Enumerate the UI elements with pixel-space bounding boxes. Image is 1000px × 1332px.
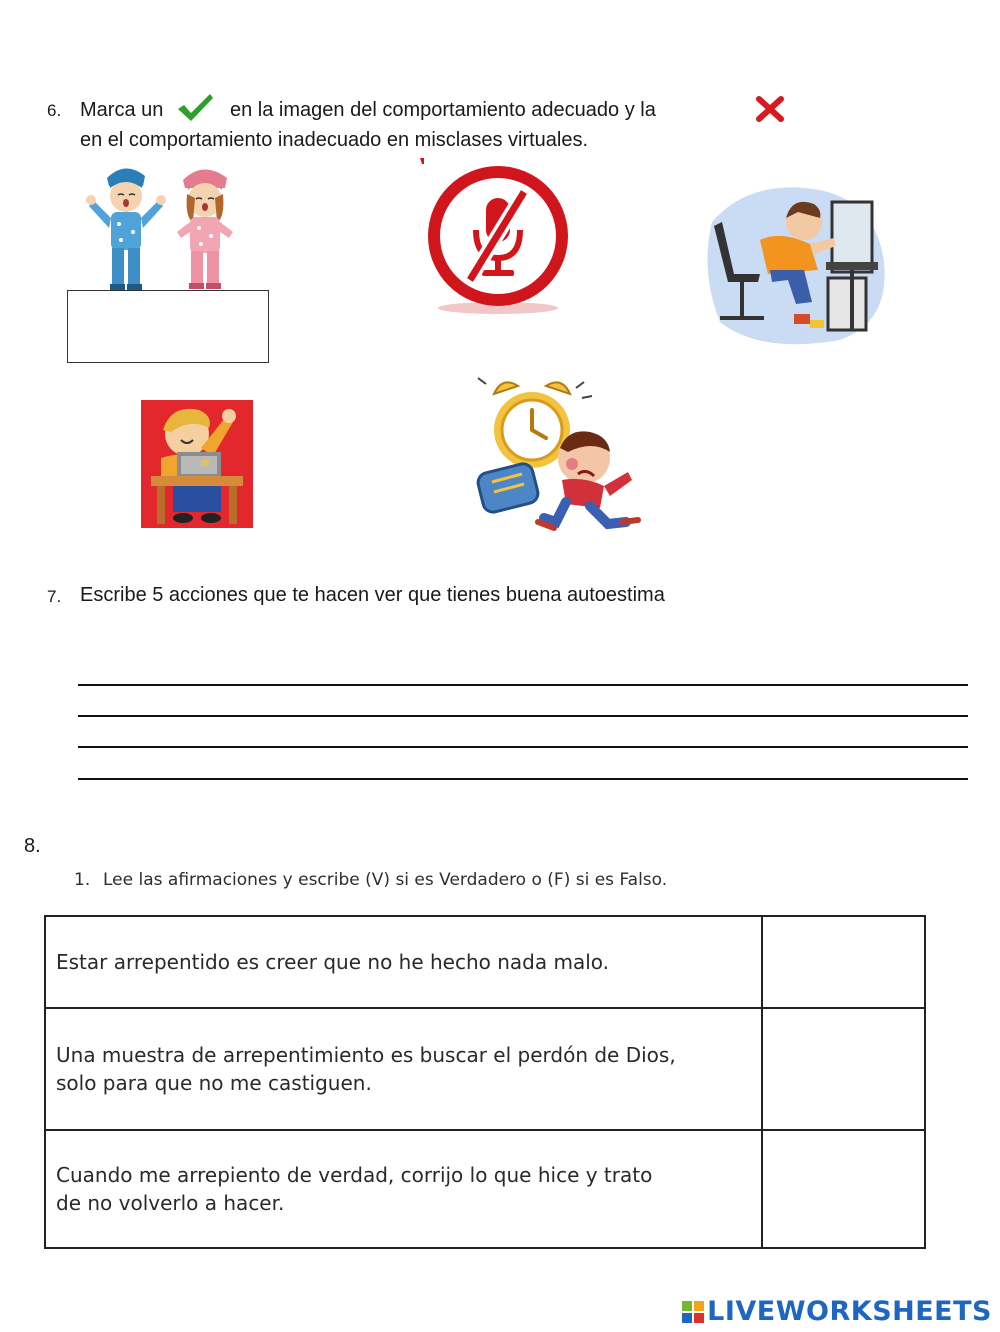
question-6-line1-start: Marca un <box>80 99 164 121</box>
question-7-text: Escribe 5 acciones que te hacen ver que tienes buena autoestima <box>80 584 665 606</box>
answer-line-2[interactable] <box>78 715 968 717</box>
question-8-number: 8. <box>24 835 41 857</box>
late-boy-alarm-clock-illustration <box>472 372 648 534</box>
statement-3-cell <box>45 1130 762 1248</box>
answer-box-image-1[interactable] <box>67 290 269 363</box>
answer-line-3[interactable] <box>78 746 968 748</box>
answer-line-1[interactable] <box>78 684 968 686</box>
student-raising-hand-illustration <box>141 400 253 528</box>
kids-pajamas-illustration <box>85 162 255 294</box>
table-row <box>45 916 925 1008</box>
statement-2-cell <box>45 1008 762 1130</box>
true-false-table <box>44 915 926 1249</box>
answer-cell-3[interactable] <box>762 1130 925 1248</box>
table-row <box>45 1130 925 1248</box>
liveworksheets-logo-icon <box>682 1301 704 1323</box>
muted-microphone-icon <box>420 158 575 316</box>
statement-2-line-2: solo para que no me castiguen. <box>56 1071 372 1095</box>
brand-name: LIVEWORKSHEETS <box>707 1296 992 1327</box>
question-6-line1-end: en la imagen del comportamiento adecuado y la <box>230 99 656 121</box>
statement-2-line-1: Una muestra de arrepentimiento es buscar el perdón de Dios, <box>56 1043 676 1067</box>
question-8-instruction: Lee las afirmaciones y escribe (V) si es Verdadero o (F) si es Falso. <box>103 870 668 890</box>
question-8-instruction-number: 1. <box>74 870 91 890</box>
statement-1-cell <box>45 916 762 1008</box>
answer-cell-2[interactable] <box>762 1008 925 1130</box>
answer-cell-1[interactable] <box>762 916 925 1008</box>
check-icon <box>176 92 214 124</box>
table-row <box>45 1008 925 1130</box>
cross-icon <box>756 96 784 122</box>
question-7-number: 7. <box>47 587 62 606</box>
answer-line-4[interactable] <box>78 778 968 780</box>
statement-1-line-1: Estar arrepentido es creer que no he hecho nada malo. <box>56 950 610 974</box>
question-6-line2: en el comportamiento inadecuado en misclases virtuales. <box>80 129 589 151</box>
statement-3-line-2: de no volverlo a hacer. <box>56 1191 285 1215</box>
statement-3-line-1: Cuando me arrepiento de verdad, corrijo lo que hice y trato <box>56 1163 653 1187</box>
question-6-number: 6. <box>47 101 62 120</box>
boy-at-computer-illustration <box>700 182 890 350</box>
liveworksheets-brand <box>682 1296 992 1327</box>
